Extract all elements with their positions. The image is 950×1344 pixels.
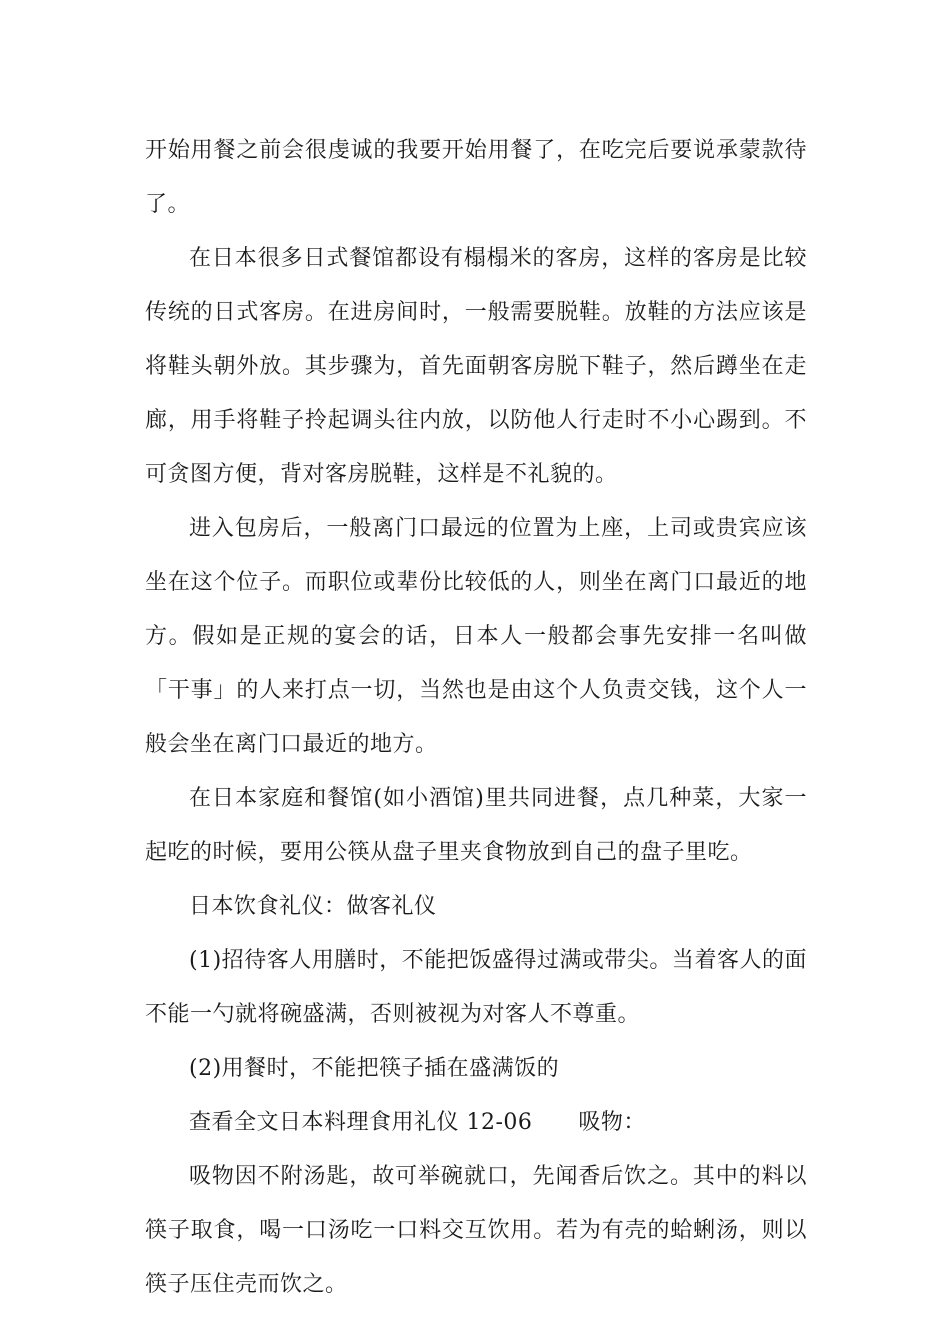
text-line: 不能一勺就将碗盛满，否则被视为对客人不尊重。 <box>145 1002 641 1027</box>
text-line: (2)用餐时，不能把筷子插在盛满饭的 <box>189 1056 560 1081</box>
text-line: 开始用餐之前会很虔诚的我要开始用餐了，在吃完后要说承蒙款待 <box>145 138 807 163</box>
text-line: 吸物因不附汤匙，故可举碗就口，先闻香后饮之。其中的料以 <box>189 1164 807 1189</box>
text-line: 了。 <box>145 192 191 217</box>
paragraph <box>145 934 807 1042</box>
text-line: 方。假如是正规的宴会的话，日本人一般都会事先安排一名叫做 <box>145 624 807 649</box>
paragraph <box>145 1150 807 1312</box>
text-line: 进入包房后，一般离门口最远的位置为上座，上司或贵宾应该 <box>189 516 807 541</box>
text-line: 日本饮食礼仪：做客礼仪 <box>189 894 437 919</box>
text-line: 「干事」的人来打点一切，当然也是由这个人负责交钱，这个人一 <box>145 678 807 703</box>
paragraph <box>145 772 807 880</box>
text-line <box>145 1096 807 1150</box>
paragraph <box>145 502 807 772</box>
text-line: 起吃的时候，要用公筷从盘子里夹食物放到自己的盘子里吃。 <box>145 840 753 865</box>
document-page <box>145 124 807 1312</box>
text-line: 传统的日式客房。在进房间时，一般需要脱鞋。放鞋的方法应该是 <box>145 300 807 325</box>
text-line: 将鞋头朝外放。其步骤为，首先面朝客房脱下鞋子，然后蹲坐在走 <box>145 354 807 379</box>
view-full-text-link[interactable]: 查看全文日本料理食用礼仪 12-06 <box>189 1110 533 1135</box>
text-line: 在日本很多日式餐馆都设有榻榻米的客房，这样的客房是比较 <box>189 246 807 271</box>
text-line: 在日本家庭和餐馆(如小酒馆)里共同进餐，点几种菜，大家一 <box>189 786 807 811</box>
paragraph <box>145 124 807 232</box>
text-line: 坐在这个位子。而职位或辈份比较低的人，则坐在离门口最近的地 <box>145 570 807 595</box>
text-line: 廊，用手将鞋子拎起调头往内放，以防他人行走时不小心踢到。不 <box>145 408 807 433</box>
text-line: (1)招待客人用膳时，不能把饭盛得过满或带尖。当着客人的面 <box>189 948 807 973</box>
text-line: 筷子取食，喝一口汤吃一口料交互饮用。若为有壳的蛤蜊汤，则以 <box>145 1218 807 1243</box>
section-heading <box>145 880 807 934</box>
paragraph <box>145 1042 807 1096</box>
paragraph <box>145 232 807 502</box>
text-line: 筷子压住壳而饮之。 <box>145 1272 348 1297</box>
text-line: 可贪图方便，背对客房脱鞋，这样是不礼貌的。 <box>145 462 618 487</box>
text-line: 般会坐在离门口最近的地方。 <box>145 732 438 757</box>
view-full-text-line <box>145 1096 807 1150</box>
subheading-label: 吸物： <box>578 1110 646 1135</box>
